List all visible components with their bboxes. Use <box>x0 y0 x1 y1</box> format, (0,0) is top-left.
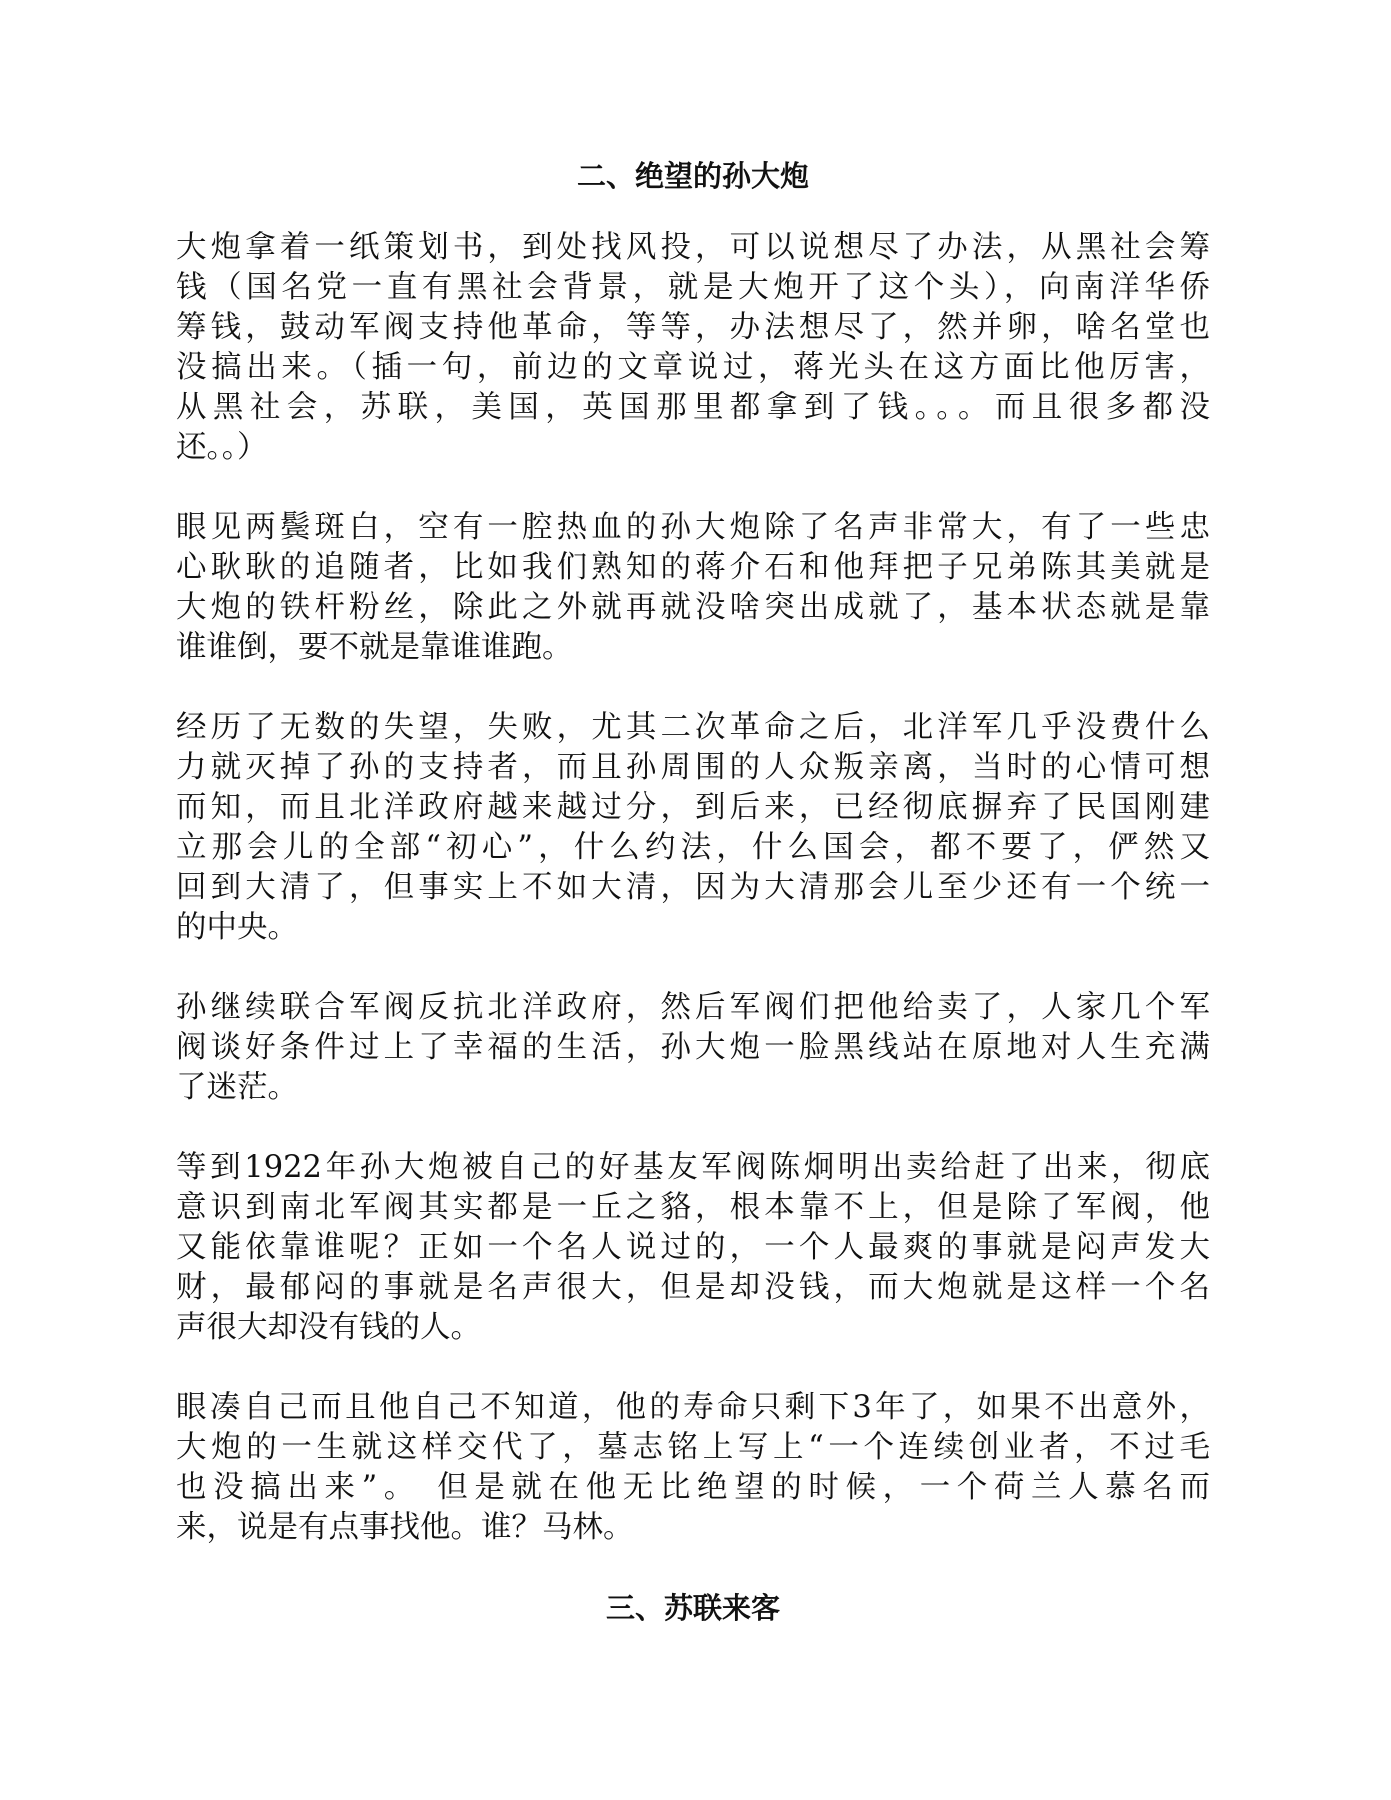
paragraph <box>176 228 1210 468</box>
text-line: 来，说是有点事找他。谁？马林。 <box>176 1510 634 1545</box>
text-line: 财，最郁闷的事就是名声很大，但是却没钱，而大炮就是这样一个名 <box>176 1270 1210 1305</box>
text-line: 筹钱，鼓动军阀支持他革命，等等，办法想尽了，然并卵，啥名堂也 <box>176 310 1210 345</box>
paragraph <box>176 708 1210 948</box>
text-line: 从黑社会，苏联，美国，英国那里都拿到了钱。。。而且很多都没 <box>176 390 1210 425</box>
text-line: 又能依靠谁呢？正如一个名人说过的，一个人最爽的事就是闷声发大 <box>176 1230 1210 1265</box>
text-line: 力就灭掉了孙的支持者，而且孙周围的人众叛亲离，当时的心情可想 <box>176 750 1210 785</box>
paragraph <box>176 988 1210 1108</box>
document-page <box>176 156 1210 1628</box>
paragraph <box>176 1388 1210 1548</box>
text-line: 谁谁倒，要不就是靠谁谁跑。 <box>176 630 573 665</box>
text-line: 大炮的铁杆粉丝，除此之外就再就没啥突出成就了，基本状态就是靠 <box>176 590 1210 625</box>
text-line: 也没搞出来”。 但是就在他无比绝望的时候，一个荷兰人慕名而 <box>176 1470 1210 1505</box>
text-line: 等到1922年孙大炮被自己的好基友军阀陈炯明出卖给赶了出来，彻底 <box>176 1150 1210 1185</box>
text-line: 还。。） <box>176 430 268 465</box>
text-line: 立那会儿的全部“初心”，什么约法，什么国会，都不要了，俨然又 <box>176 830 1210 865</box>
text-line: 孙继续联合军阀反抗北洋政府，然后军阀们把他给卖了，人家几个军 <box>176 990 1210 1025</box>
section-heading: 二、绝望的孙大炮 <box>576 159 809 193</box>
text-line: 大炮拿着一纸策划书，到处找风投，可以说想尽了办法，从黑社会筹 <box>176 230 1210 265</box>
paragraph <box>176 1148 1210 1348</box>
text-line: 回到大清了，但事实上不如大清，因为大清那会儿至少还有一个统一 <box>176 870 1210 905</box>
section-heading: 三、苏联来客 <box>605 1591 780 1625</box>
text-line: 阀谈好条件过上了幸福的生活，孙大炮一脸黑线站在原地对人生充满 <box>176 1030 1210 1065</box>
text-line: 钱（国名党一直有黑社会背景，就是大炮开了这个头），向南洋华侨 <box>176 270 1210 305</box>
text-line: 意识到南北军阀其实都是一丘之貉，根本靠不上，但是除了军阀，他 <box>176 1190 1210 1225</box>
text-line: 了迷茫。 <box>176 1070 298 1105</box>
text-line: 的中央。 <box>176 910 298 945</box>
text-line: 眼凑自己而且他自己不知道，他的寿命只剩下3年了，如果不出意外， <box>176 1390 1210 1425</box>
text-line: 声很大却没有钱的人。 <box>176 1310 481 1345</box>
text-line: 而知，而且北洋政府越来越过分，到后来，已经彻底摒弃了民国刚建 <box>176 790 1210 825</box>
text-line: 心耿耿的追随者，比如我们熟知的蒋介石和他拜把子兄弟陈其美就是 <box>176 550 1210 585</box>
text-line: 大炮的一生就这样交代了，墓志铭上写上“一个连续创业者，不过毛 <box>176 1430 1210 1465</box>
paragraph <box>176 508 1210 668</box>
text-line: 没搞出来。（插一句，前边的文章说过，蒋光头在这方面比他厉害， <box>176 350 1210 385</box>
text-line: 眼见两鬓斑白，空有一腔热血的孙大炮除了名声非常大，有了一些忠 <box>176 510 1210 545</box>
text-line: 经历了无数的失望，失败，尤其二次革命之后，北洋军几乎没费什么 <box>176 710 1210 745</box>
